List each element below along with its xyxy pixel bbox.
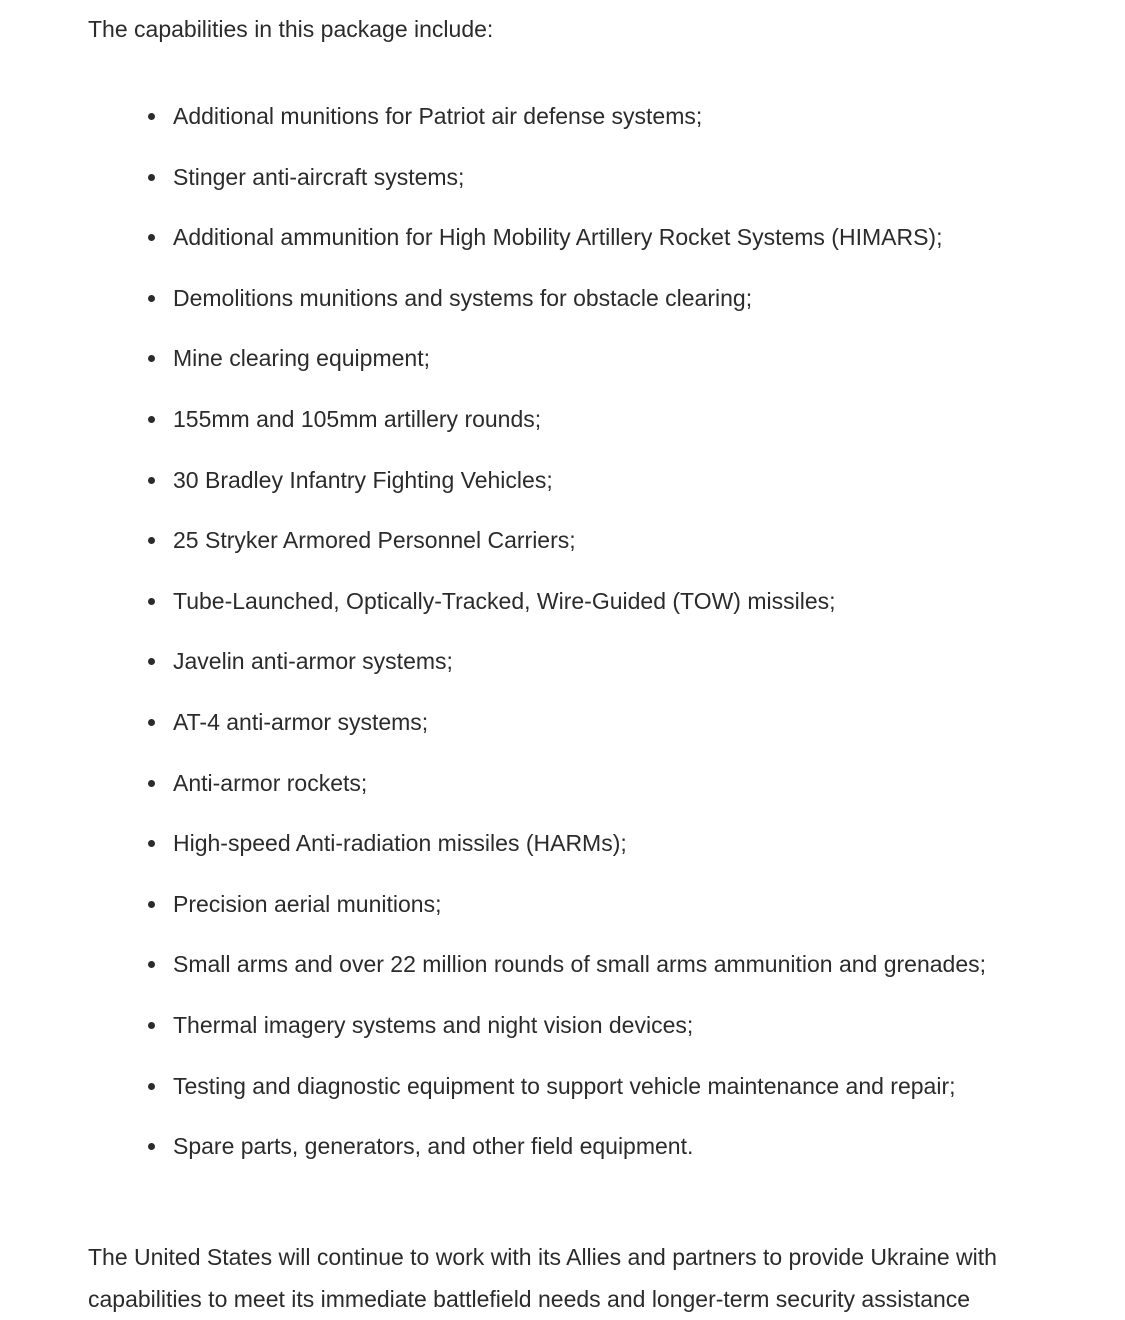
list-item: Small arms and over 22 million rounds of small arms ammunition and grenades;	[148, 946, 1008, 983]
list-item: 25 Stryker Armored Personnel Carriers;	[148, 522, 1008, 559]
list-item: AT-4 anti-armor systems;	[148, 704, 1008, 741]
list-item: Additional ammunition for High Mobility Artillery Rocket Systems (HIMARS);	[148, 219, 1008, 256]
list-item: Spare parts, generators, and other field equipment.	[148, 1128, 1008, 1165]
list-item: Thermal imagery systems and night vision devices;	[148, 1007, 1008, 1044]
list-item: Tube-Launched, Optically-Tracked, Wire-Guided (TOW) missiles;	[148, 583, 1008, 620]
list-item: Stinger anti-aircraft systems;	[148, 159, 1008, 196]
list-item: 30 Bradley Infantry Fighting Vehicles;	[148, 462, 1008, 499]
list-item: Mine clearing equipment;	[148, 340, 1008, 377]
list-item: 155mm and 105mm artillery rounds;	[148, 401, 1008, 438]
list-item: Javelin anti-armor systems;	[148, 643, 1008, 680]
list-item: Precision aerial munitions;	[148, 886, 1008, 923]
list-item: Demolitions munitions and systems for obstacle clearing;	[148, 280, 1008, 317]
list-item: High-speed Anti-radiation missiles (HARMs);	[148, 825, 1008, 862]
article-body	[88, 0, 1068, 1312]
capabilities-list	[148, 98, 1008, 1189]
closing-paragraph: The United States will continue to work with its Allies and partners to provide Ukraine with capabilities to meet its immediate battlefield needs and longer-term security assistance	[88, 1244, 997, 1312]
intro-paragraph: The capabilities in this package include:	[88, 16, 494, 42]
list-item: Additional munitions for Patriot air defense systems;	[148, 98, 1008, 135]
list-item: Testing and diagnostic equipment to support vehicle maintenance and repair;	[148, 1068, 1008, 1105]
list-item: Anti-armor rockets;	[148, 765, 1008, 802]
